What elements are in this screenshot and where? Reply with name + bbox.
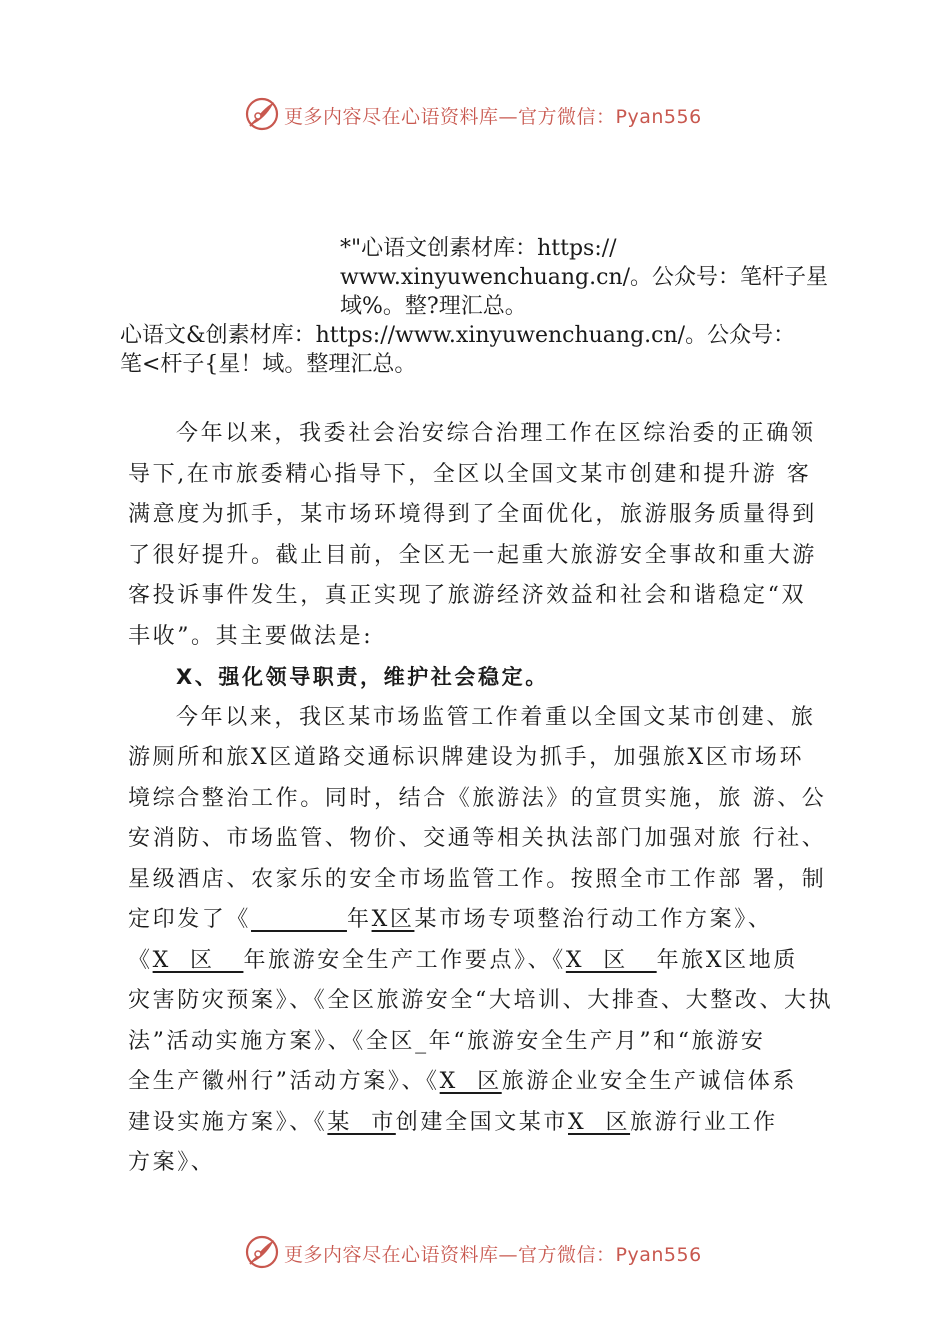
underlined-text: 某 市 bbox=[327, 1109, 396, 1135]
source-note-line: 心语文&创素材库：https://www.xinyuwenchuang.cn/。公众号： bbox=[120, 323, 796, 348]
paragraph-line: 境综合整治工作。同时，结合《旅游法》的宣贯实施，旅 游、公 bbox=[128, 785, 827, 811]
text-run: 旅游企业安全生产诚信体系 bbox=[501, 1069, 797, 1094]
paragraph-line bbox=[128, 1062, 848, 1103]
paragraph-line: 安消防、市场监管、物价、交通等相关执法部门加强对旅 行社、 bbox=[128, 826, 827, 851]
paragraph-line: 了很好提升。截止目前，全区无一起重大旅游安全事故和重大游 bbox=[128, 542, 817, 568]
paragraph-line: 今年以来，我区某市场监管工作着重以全国文某市创建、旅 bbox=[176, 704, 816, 730]
text-run: 《 bbox=[128, 947, 153, 973]
text-run: 创建全国文某市 bbox=[395, 1109, 568, 1135]
underlined-text: X 区 bbox=[152, 947, 244, 973]
paragraph-line: 方案》、 bbox=[128, 1150, 216, 1175]
paragraph-line: 丰收”。其主要做法是: bbox=[128, 623, 374, 649]
quill-pen-logo-icon bbox=[244, 96, 280, 132]
paragraph-line: 客投诉事件发生，真正实现了旅游经济效益和社会和谐稳定“双 bbox=[128, 583, 807, 608]
quill-pen-logo-icon bbox=[244, 1234, 280, 1270]
paragraph-line bbox=[128, 1103, 848, 1144]
banner-text bbox=[284, 1240, 702, 1267]
text-run: 年“旅游安全生产月”和“旅游安 bbox=[428, 1028, 766, 1054]
banner-wechat-id: Pyan556 bbox=[615, 106, 702, 128]
text-run: 全生产徽州行”活动方案》、《 bbox=[128, 1069, 440, 1094]
text-run: 年 bbox=[346, 907, 372, 932]
banner-label: 更多内容尽在心语资料库—官方微信： bbox=[284, 1244, 616, 1266]
banner-label: 更多内容尽在心语资料库—官方微信： bbox=[284, 106, 616, 128]
text-run: 建设实施方案》、《 bbox=[128, 1109, 328, 1135]
underlined-text: X 区 bbox=[439, 1069, 502, 1094]
banner-text bbox=[284, 102, 702, 129]
section-heading: X、强化领导职责，维护社会稳定。 bbox=[176, 665, 549, 689]
paragraph-line: 灾害防灾预案》、《全区旅游安全“大培训、大排查、大整改、大执 bbox=[128, 988, 834, 1013]
text-run: 法”活动实施方案》、《全区 bbox=[128, 1028, 416, 1054]
paragraph-line: 满意度为抓手，某市场环境得到了全面优化，旅游服务质量得到 bbox=[128, 502, 817, 527]
underlined-text: X 区 bbox=[568, 1109, 631, 1135]
underlined-text: X区 bbox=[371, 907, 415, 932]
underlined-text: X 区 bbox=[565, 947, 657, 973]
paragraph-line: 导下,在市旅委精心指导下，全区以全国文某市创建和提升游 客 bbox=[128, 461, 812, 487]
blank-underline: _ bbox=[415, 1028, 429, 1054]
text-run: 旅游行业工作 bbox=[630, 1109, 778, 1135]
footer-banner bbox=[0, 1232, 950, 1276]
source-note-line: 笔<杆子{星！域。整理汇总。 bbox=[120, 352, 417, 377]
text-run: 年旅X区地质 bbox=[656, 947, 798, 973]
body-text bbox=[128, 414, 848, 1184]
blank-underline bbox=[251, 907, 347, 932]
source-note-line: *"心语文创素材库：https:// bbox=[340, 236, 617, 261]
paragraph-line: 星级酒店、农家乐的安全市场监管工作。按照全市工作部 署，制 bbox=[128, 866, 827, 892]
paragraph-line: 今年以来，我委社会治安综合治理工作在区综治委的正确领 bbox=[176, 421, 816, 446]
text-run: 某市场专项整治行动工作方案》、 bbox=[414, 907, 773, 932]
header-banner bbox=[0, 94, 950, 138]
paragraph-line bbox=[128, 900, 848, 941]
source-note-line: www.xinyuwenchuang.cn/。公众号：笔杆子星 bbox=[340, 265, 829, 290]
paragraph-line bbox=[128, 1022, 848, 1063]
paragraph-line bbox=[128, 941, 848, 982]
text-run: 定印发了《 bbox=[128, 907, 252, 932]
banner-wechat-id: Pyan556 bbox=[615, 1244, 702, 1266]
source-note-line: 域%。整?理汇总。 bbox=[340, 294, 527, 319]
text-run: 年旅游安全生产工作要点》、《 bbox=[243, 947, 566, 973]
paragraph-line: 游厕所和旅X区道路交通标识牌建设为抓手，加强旅X区市场环 bbox=[128, 745, 805, 770]
